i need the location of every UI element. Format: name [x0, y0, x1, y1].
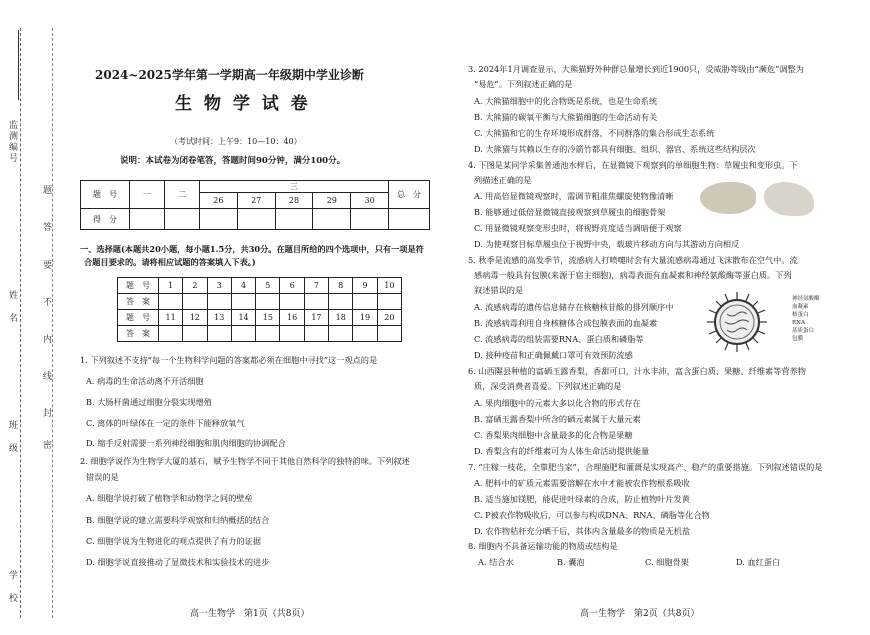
qno: 20: [377, 310, 401, 326]
option: C. 细胞学说为生物进化的观点提供了有力的证据: [86, 536, 261, 546]
th-sub: 29: [313, 193, 351, 209]
exam-header: 2024~2025学年第一学期高一年级期中学业诊断: [95, 68, 364, 82]
question-5-cont: 感病毒一般具有包膜(来源于宿主细胞)，病毒表面有血凝素和神经氨酸酶等蛋白质。下列: [474, 270, 792, 280]
qno: 3: [207, 278, 231, 294]
section1-instruction-2: 合题目要求的。请将相应试题的答案填入下表。): [84, 257, 256, 267]
answer-cell[interactable]: [183, 326, 207, 342]
option: A. 大熊猫细胞中的化合物既是系统，也是生命系统: [474, 96, 658, 106]
exam-no-underline: [18, 30, 19, 100]
answer-cell[interactable]: [304, 326, 328, 342]
question-5-cont: 叙述错误的是: [474, 285, 524, 295]
school-label: 学校: [7, 570, 17, 616]
question-8: 8. 细胞内不具备运输功能的物质或结构是: [468, 541, 618, 551]
qno: 13: [207, 310, 231, 326]
qno: 5: [256, 278, 280, 294]
exam-note: 说明：本试卷为闭卷笔答，答题时间90分钟，满分100分。: [120, 156, 346, 166]
name-label: 姓名: [7, 290, 17, 336]
exam-time: （考试时间：上午9：10—10：40）: [170, 137, 302, 146]
option: C. 香梨果肉细胞中含量最多的化合物是果糖: [474, 430, 633, 440]
th-daan: 答 案: [118, 294, 159, 310]
seal-line: [52, 28, 53, 618]
option: B. 大肠杆菌通过细胞分裂实现增殖: [86, 397, 212, 407]
qno: 12: [183, 310, 207, 326]
option: C. 离体的叶绿体在一定的条件下能释放氧气: [86, 418, 245, 428]
qno: 4: [231, 278, 255, 294]
option: B. 适当施加镁肥，能促进叶绿素的合成，防止植物叶片发黄: [474, 494, 690, 504]
answer-cell[interactable]: [256, 294, 280, 310]
option: C. 大熊猫和它的生存环境形成群落，不同群落的集合形成生态系统: [474, 128, 715, 138]
option: C. 细胞骨架: [645, 557, 689, 567]
option: D. 细胞学说直接推动了显微技术和实验技术的进步: [86, 557, 270, 567]
seal-char: 封: [41, 408, 51, 419]
qno: 16: [280, 310, 304, 326]
option: D. 为使观察目标草履虫位于视野中央，载玻片移动方向与其游动方向相反: [474, 239, 740, 249]
score-cell[interactable]: [389, 209, 430, 230]
qno: 11: [159, 310, 183, 326]
answer-cell[interactable]: [159, 294, 183, 310]
th-section2: 二: [165, 181, 200, 209]
influenza-virus-diagram: [705, 290, 769, 354]
option: B. 富硒玉露香梨中所含的硒元素属于大量元素: [474, 414, 641, 424]
answer-cell[interactable]: [231, 326, 255, 342]
th-section3: 三: [200, 181, 389, 193]
th-daan: 答 案: [118, 326, 159, 342]
answer-cell[interactable]: [231, 294, 255, 310]
qno: 10: [377, 278, 401, 294]
answer-cell[interactable]: [280, 326, 304, 342]
score-cell[interactable]: [130, 209, 165, 230]
virus-label: 血凝素: [792, 304, 809, 310]
score-cell[interactable]: [275, 209, 313, 230]
qno: 15: [256, 310, 280, 326]
th-sub: 27: [237, 193, 275, 209]
answer-cell[interactable]: [207, 326, 231, 342]
question-5: 5. 秋季是流感的高发季节，流感病人打喷嚏时会有大量流感病毒通过飞沫散布在空气中。流: [468, 255, 798, 265]
option: D. 接种疫苗和正确佩戴口罩可有效预防流感: [474, 350, 633, 360]
option: C. 流感病毒的组装需要RNA、蛋白质和磷脂等: [474, 334, 644, 344]
section1-instruction: 一、选择题(本题共20小题，每小题1.5分，共30分。在题目所给的四个选项中，只有一项是符: [80, 244, 424, 254]
th-sub: 30: [351, 193, 389, 209]
question-2-cont: 错误的是: [86, 472, 119, 482]
exam-no-label: 监测编号: [7, 120, 17, 164]
question-7: 7. “庄稼一枝花，全靠肥当家”，合理施肥和灌溉是实现高产、稳产的重要措施。下列叙述错误的是: [468, 462, 823, 472]
option: A. 肥料中的矿质元素需要溶解在水中才能被农作物根系吸收: [474, 478, 690, 488]
question-3: 3. 2024年1月调查显示，大熊猫野外种群总量增长到近1900只，受威胁等级由“濒危”调整为: [468, 64, 804, 74]
option: D. 香梨含有的纤维素可为人体生命活动提供能量: [474, 446, 650, 456]
score-cell[interactable]: [237, 209, 275, 230]
page-footer-right: 高一生物学 第2页（共8页）: [580, 609, 700, 619]
seal-char: 答: [41, 222, 51, 233]
qno: 14: [231, 310, 255, 326]
answer-cell[interactable]: [256, 326, 280, 342]
answer-cell[interactable]: [353, 326, 377, 342]
score-table: [80, 180, 430, 230]
virus-label: 神经氨酸酶: [792, 296, 820, 302]
qno: 9: [353, 278, 377, 294]
seal-char: 题: [41, 185, 51, 196]
option: B. 细胞学说的建立需要科学观察和归纳概括的结合: [86, 515, 270, 525]
answer-table: [117, 277, 402, 342]
th-sub: 26: [200, 193, 238, 209]
answer-cell[interactable]: [377, 326, 401, 342]
question-4: 4. 下图是某同学采集普通池水样后，在显微镜下观察到的单细胞生物：草履虫和变形虫。下: [468, 160, 798, 170]
th-sub: 28: [275, 193, 313, 209]
answer-cell[interactable]: [159, 326, 183, 342]
amoeba-image: [764, 182, 814, 216]
option: B. 流感病毒利用自身核糖体合成包膜表面的血凝素: [474, 318, 658, 328]
class-label: 班级: [7, 420, 17, 466]
question-6: 6. 山西隰县种植的富硒玉露香梨，香甜可口，汁水丰沛，富含蛋白质、果糖、纤维素等营养物: [468, 366, 806, 376]
th-tihao: 题 号: [118, 278, 159, 294]
seal-char: 内: [41, 334, 51, 345]
answer-cell[interactable]: [329, 294, 353, 310]
option: A. 果肉细胞中的元素大多以化合物的形式存在: [474, 398, 641, 408]
option: A. 细胞学说打破了植物学和动物学之间的壁垒: [86, 493, 253, 503]
option: B. 囊泡: [557, 557, 585, 567]
option: A. 流感病毒的遗传信息储存在核糖核苷酸的排列顺序中: [474, 302, 674, 312]
exam-title: 生 物 学 试 卷: [175, 94, 311, 114]
qno: 6: [280, 278, 304, 294]
question-2: 2. 细胞学说作为生物学大厦的基石，赋予生物学不同于其他自然科学的独特韵味。下列叙述: [80, 456, 410, 466]
option: B. 大熊猫的碳氧平衡与大熊猫细胞的生命活动有关: [474, 112, 658, 122]
virus-label: 基质蛋白: [792, 328, 815, 334]
th-score: 得 分: [81, 209, 130, 230]
option: D. 大熊猫与其赖以生存的冷箭竹都具有细胞、组织、器官、系统这些结构层次: [474, 144, 756, 154]
option: C. P被农作物吸收后，可以参与构成DNA、RNA、磷脂等化合物: [474, 510, 710, 520]
virus-label: 包膜: [792, 336, 804, 342]
score-cell[interactable]: [351, 209, 389, 230]
qno: 19: [353, 310, 377, 326]
question-4-cont: 列描述正确的是: [474, 175, 532, 185]
qno: 2: [183, 278, 207, 294]
score-cell[interactable]: [313, 209, 351, 230]
question-1: 1. 下列叙述不支持“每一个生物科学问题的答案都必须在细胞中寻找”这一观点的是: [80, 355, 378, 365]
answer-cell[interactable]: [207, 294, 231, 310]
qno: 1: [159, 278, 183, 294]
virus-label: RNA: [792, 320, 805, 326]
th-tihao: 题 号: [118, 310, 159, 326]
answer-cell[interactable]: [377, 294, 401, 310]
answer-cell[interactable]: [280, 294, 304, 310]
qno: 7: [304, 278, 328, 294]
option: A. 用高倍显微镜观察时，需调节粗准焦螺旋使物像清晰: [474, 191, 674, 201]
seal-char: 不: [41, 297, 51, 308]
qno: 17: [304, 310, 328, 326]
seal-char: 线: [41, 371, 51, 382]
qno: 18: [329, 310, 353, 326]
question-6-cont: 质，深受消费者喜爱。下列叙述正确的是: [474, 381, 622, 391]
th-section1: 一: [130, 181, 165, 209]
page-footer-left: 高一生物学 第1页（共8页）: [190, 609, 310, 619]
answer-cell[interactable]: [353, 294, 377, 310]
option: D. 缩手反射需要一系列神经细胞和肌肉细胞的协调配合: [86, 438, 286, 448]
seal-char: 密: [41, 440, 51, 451]
answer-cell[interactable]: [304, 294, 328, 310]
score-cell[interactable]: [200, 209, 238, 230]
option: D. 农作物秸秆充分晒干后，其体内含量最多的物质是无机盐: [474, 526, 691, 536]
answer-cell[interactable]: [329, 326, 353, 342]
score-cell[interactable]: [165, 209, 200, 230]
answer-cell[interactable]: [183, 294, 207, 310]
option: B. 能够通过低倍显微镜直接观察到草履虫的细胞骨架: [474, 207, 666, 217]
option: C. 用显微镜观察变形虫时，将视野亮度适当调暗便于观察: [474, 223, 682, 233]
binding-line: [20, 28, 21, 618]
th-total: 总 分: [389, 181, 430, 209]
virus-label: 核蛋白: [792, 312, 809, 318]
qno: 8: [329, 278, 353, 294]
question-3-cont: “易危”。下列叙述正确的是: [474, 79, 573, 89]
option: D. 血红蛋白: [736, 557, 781, 567]
option: A. 病毒的生命活动离不开活细胞: [86, 376, 204, 386]
paramecium-image: [700, 182, 756, 214]
th-tihao: 题 号: [81, 181, 130, 209]
seal-char: 要: [41, 260, 51, 271]
option: A. 结合水: [478, 557, 514, 567]
